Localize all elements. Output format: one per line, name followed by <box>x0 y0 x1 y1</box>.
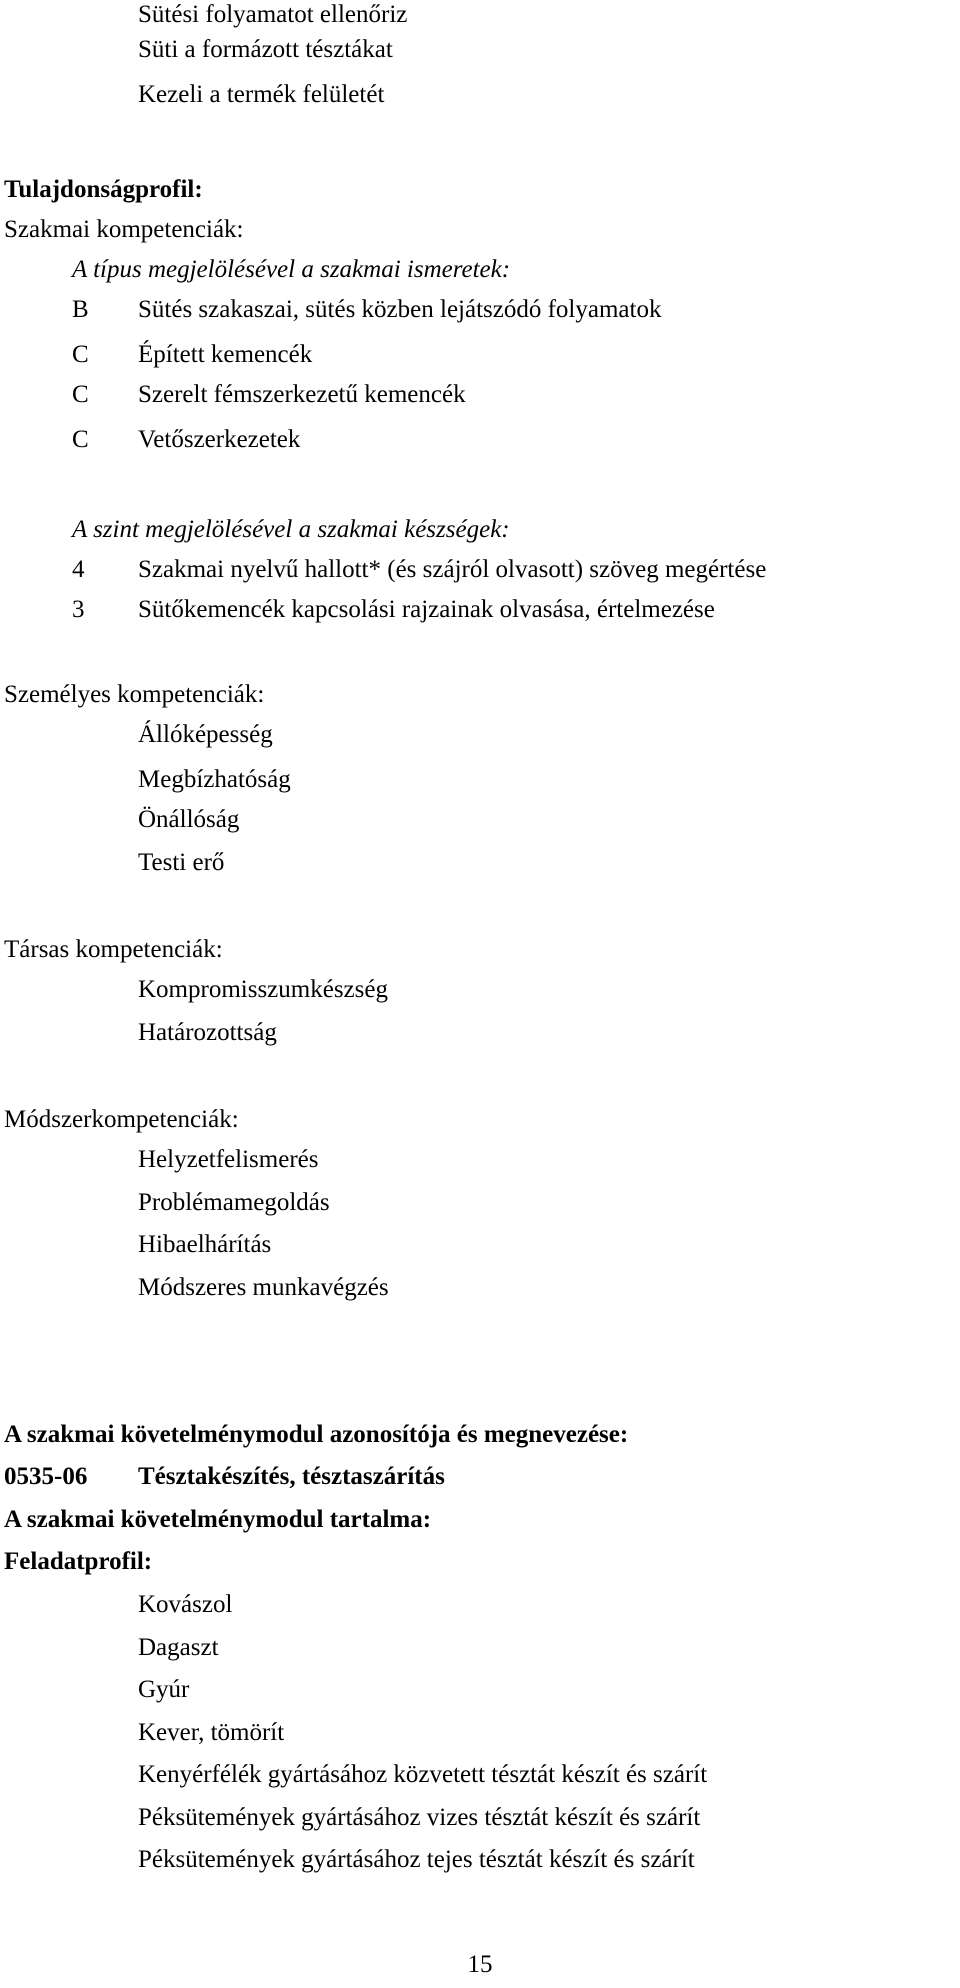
method-item: Helyzetfelismerés <box>138 1146 319 1173</box>
property-profile-heading: Tulajdonságprofil: <box>4 176 203 203</box>
knowledge-text: Vetőszerkezetek <box>138 426 301 453</box>
method-item: Módszeres munkavégzés <box>138 1274 389 1301</box>
personal-item: Megbízhatóság <box>138 766 291 793</box>
task-profile-heading: Feladatprofil: <box>4 1548 153 1575</box>
top-item: Kezeli a termék felületét <box>138 81 385 108</box>
module-content-heading: A szakmai követelménymodul tartalma: <box>4 1506 432 1533</box>
knowledge-text: Szerelt fémszerkezetű kemencék <box>138 381 466 408</box>
type-mark: C <box>72 426 89 453</box>
personal-item: Állóképesség <box>138 721 273 748</box>
knowledge-text: Sütés szakaszai, sütés közben lejátszódó folyamatok <box>138 296 662 323</box>
method-item: Problémamegoldás <box>138 1189 330 1216</box>
task-item: Dagaszt <box>138 1634 219 1661</box>
task-item: Péksütemények gyártásához vizes tésztát készít és szárít <box>138 1804 701 1831</box>
top-item: Süti a formázott tésztákat <box>138 36 393 63</box>
knowledge-heading: A típus megjelölésével a szakmai ismeretek: <box>72 256 511 283</box>
level-mark: 4 <box>72 556 85 583</box>
method-item: Hibaelhárítás <box>138 1231 272 1258</box>
personal-item: Testi erő <box>138 849 225 876</box>
skill-text: Sütőkemencék kapcsolási rajzainak olvasása, értelmezése <box>138 596 715 623</box>
social-competencies-label: Társas kompetenciák: <box>4 936 223 963</box>
task-item: Kever, tömörít <box>138 1719 285 1746</box>
module-id-heading: A szakmai követelménymodul azonosítója és megnevezése: <box>4 1421 629 1448</box>
personal-competencies-label: Személyes kompetenciák: <box>4 681 265 708</box>
type-mark: C <box>72 341 89 368</box>
task-item: Gyúr <box>138 1676 190 1703</box>
task-item: Kenyérfélék gyártásához közvetett tésztát készít és szárít <box>138 1761 708 1788</box>
page-number: 15 <box>467 1951 493 1978</box>
task-item: Péksütemények gyártásához tejes tésztát készít és szárít <box>138 1846 695 1873</box>
type-mark: C <box>72 381 89 408</box>
method-competencies-label: Módszerkompetenciák: <box>4 1106 239 1133</box>
module-name: Tésztakészítés, tésztaszárítás <box>138 1463 445 1490</box>
skill-text: Szakmai nyelvű hallott* (és szájról olvasott) szöveg megértése <box>138 556 767 583</box>
type-mark: B <box>72 296 89 323</box>
personal-item: Önállóság <box>138 806 240 833</box>
level-mark: 3 <box>72 596 85 623</box>
skills-heading: A szint megjelölésével a szakmai készségek: <box>72 516 510 543</box>
social-item: Kompromisszumkészség <box>138 976 388 1003</box>
task-item: Kovászol <box>138 1591 233 1618</box>
module-code: 0535-06 <box>4 1463 88 1490</box>
social-item: Határozottság <box>138 1019 277 1046</box>
professional-competencies-label: Szakmai kompetenciák: <box>4 216 244 243</box>
top-item: Sütési folyamatot ellenőriz <box>138 1 408 28</box>
knowledge-text: Épített kemencék <box>138 341 313 368</box>
